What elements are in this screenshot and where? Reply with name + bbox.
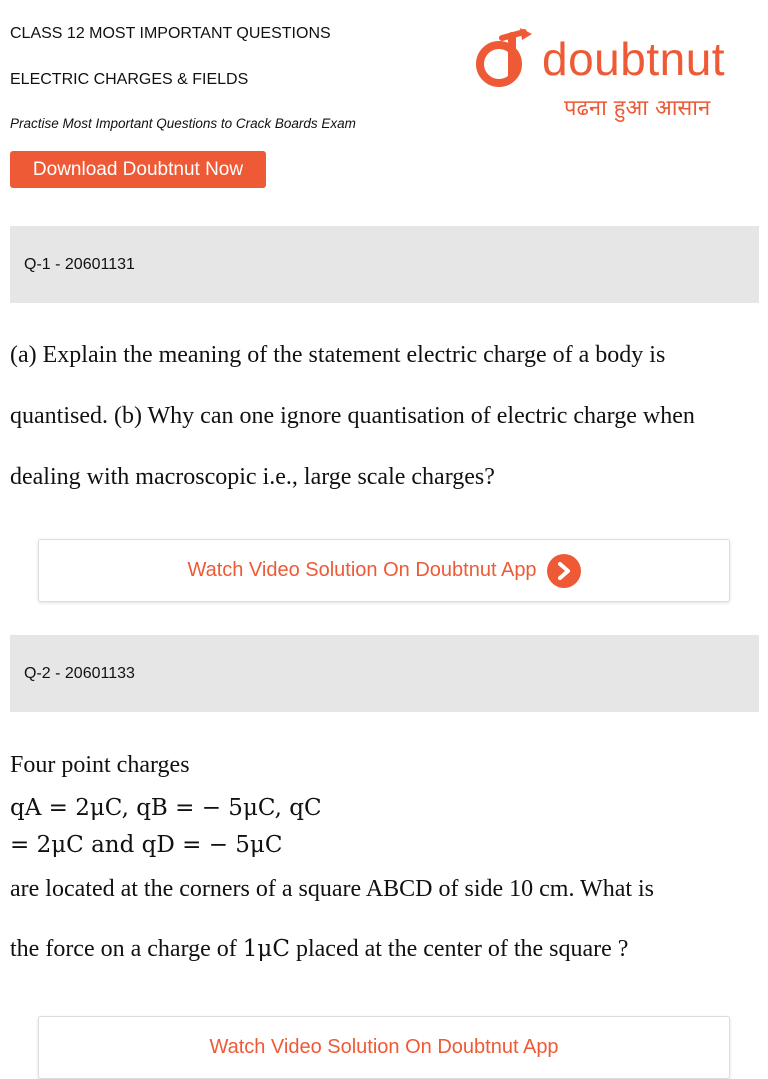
question-2-text-post: placed at the center of the square ? (289, 936, 629, 962)
watch-video-label: Watch Video Solution On Doubtnut App (187, 559, 537, 581)
tagline: Practise Most Important Questions to Crack Boards Exam (10, 116, 356, 131)
logo-hindi-tagline: पढना हुआ आसान (564, 96, 711, 121)
download-app-button[interactable]: Download Doubtnut Now (10, 151, 266, 188)
watch-video-label: Watch Video Solution On Doubtnut App (209, 1036, 559, 1058)
doubtnut-logo[interactable] (470, 22, 762, 132)
chapter-title: ELECTRIC CHARGES & FIELDS (10, 71, 249, 88)
doubtnut-logo-icon (472, 26, 538, 92)
question-2-inline-math: 1μC (242, 936, 290, 962)
question-1-id: Q-1 - 20601131 (24, 255, 135, 273)
question-1-text: (a) Explain the meaning of the statement electric charge of a body is quantised. (b) Why can one ignore quantisation of electric charge when dealing with macroscopic i.e., large scale charges? (10, 342, 695, 490)
watch-video-button-1[interactable] (38, 539, 730, 602)
watch-video-button-2[interactable] (38, 1016, 730, 1079)
question-2-math-line-1: qA = 2μC, qB = − 5μC, qC (10, 795, 322, 821)
class-title: CLASS 12 MOST IMPORTANT QUESTIONS (10, 25, 331, 42)
question-2-header (10, 635, 759, 712)
question-1-header (10, 226, 759, 303)
question-2-text-pre: the force on a charge of (10, 936, 243, 962)
chevron-right-icon (547, 554, 581, 588)
question-2-math-line-2: = 2μC and qD = − 5μC (10, 832, 283, 858)
question-2-intro: Four point charges (10, 752, 190, 778)
question-2-id: Q-2 - 20601133 (24, 664, 135, 682)
question-2-text-line-2 (10, 936, 628, 963)
logo-wordmark: doubtnut (542, 33, 726, 85)
question-2-text-line-1: are located at the corners of a square ABCD of side 10 cm. What is (10, 876, 655, 902)
